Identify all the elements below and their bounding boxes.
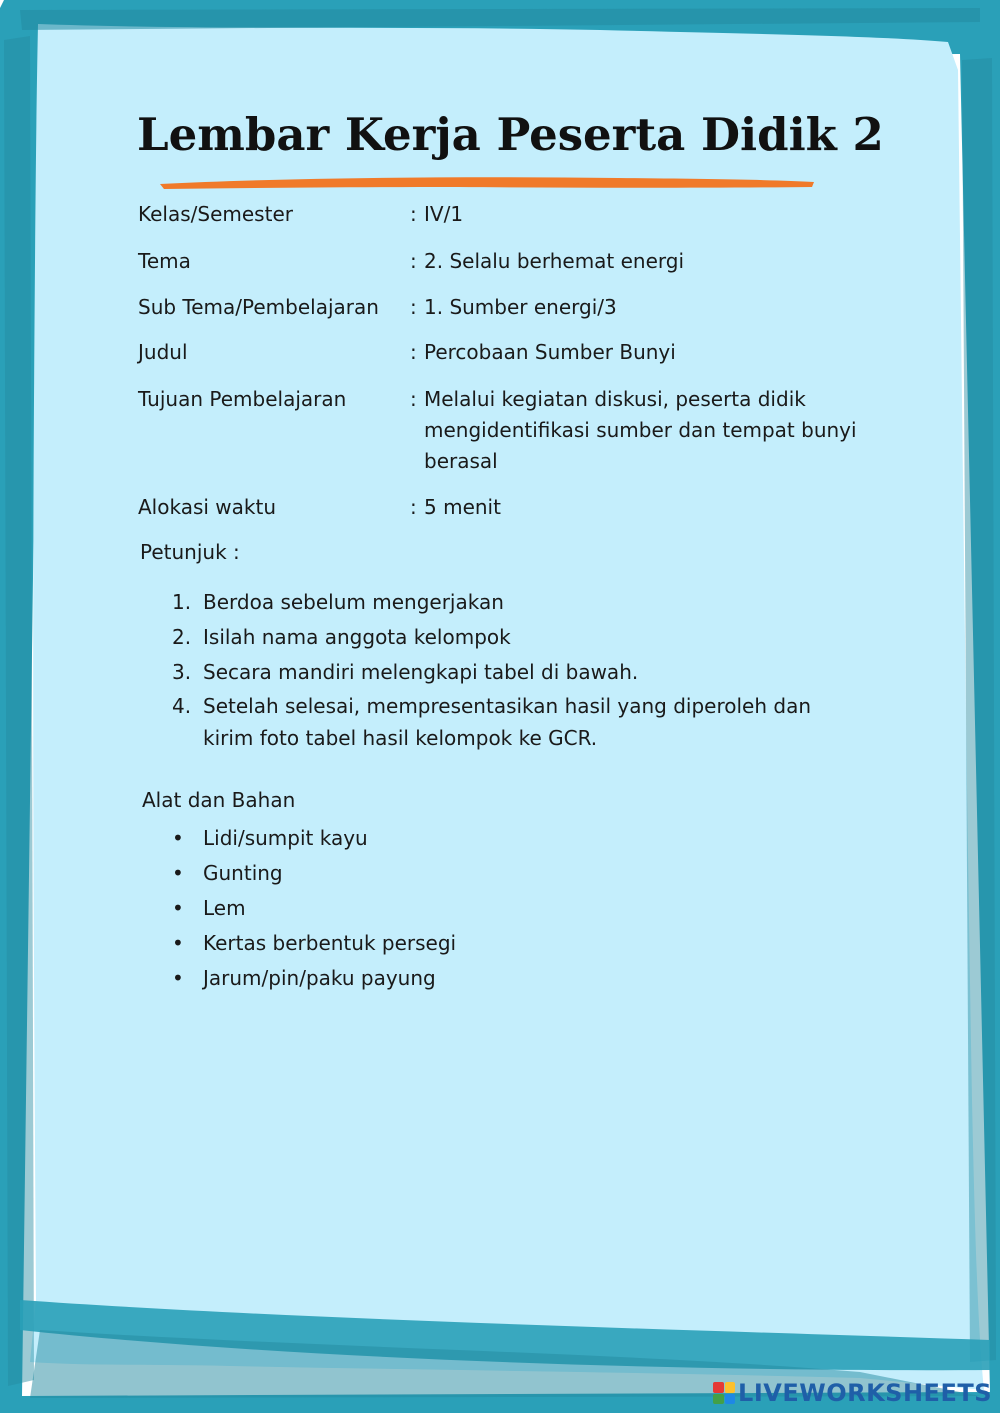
material-text: Jarum/pin/paku payung: [203, 966, 436, 990]
instruction-text: Isilah nama anggota kelompok: [203, 625, 511, 649]
liveworksheets-logo[interactable]: [713, 1377, 992, 1409]
info-colon: :: [410, 249, 417, 273]
info-value: Percobaan Sumber Bunyi: [424, 340, 676, 364]
bullet-icon: •: [172, 861, 184, 885]
bullet-icon: •: [172, 966, 184, 990]
material-text: Lidi/sumpit kayu: [203, 826, 368, 850]
instruction-number: 4.: [172, 694, 192, 718]
info-colon: :: [410, 387, 417, 411]
info-colon: :: [410, 340, 417, 364]
material-text: Lem: [203, 896, 246, 920]
info-value: 2. Selalu berhemat energi: [424, 249, 685, 273]
info-label: Tujuan Pembelajaran: [138, 387, 347, 411]
liveworksheets-logo-text: LIVEWORKSHEETS: [738, 1379, 992, 1407]
instruction-number: 3.: [172, 660, 192, 684]
info-colon: :: [410, 495, 417, 519]
info-colon: :: [410, 202, 417, 226]
info-label: Alokasi waktu: [138, 495, 277, 519]
instruction-text: Setelah selesai, mempresentasikan hasil yang diperoleh dan kirim foto tabel hasil kelompok ke GCR.: [203, 694, 812, 750]
info-value: 1. Sumber energi/3: [424, 295, 617, 319]
bullet-icon: •: [172, 826, 184, 850]
info-label: Sub Tema/Pembelajaran: [138, 295, 379, 319]
bullet-icon: •: [172, 896, 184, 920]
instruction-text: Secara mandiri melengkapi tabel di bawah.: [203, 660, 639, 684]
info-colon: :: [410, 295, 417, 319]
material-text: Gunting: [203, 861, 283, 885]
instructions-heading: Petunjuk :: [140, 540, 240, 564]
info-label: Kelas/Semester: [138, 202, 293, 226]
info-value: Melalui kegiatan diskusi, peserta didik mengidentifikasi sumber dan tempat bunyi berasal: [424, 387, 857, 473]
instruction-number: 2.: [172, 625, 192, 649]
page-title: Lembar Kerja Peserta Didik 2: [137, 108, 884, 161]
info-label: Tema: [138, 249, 191, 273]
liveworksheets-logo-icon: [713, 1382, 735, 1404]
materials-heading: Alat dan Bahan: [142, 788, 296, 812]
title-underline: [158, 174, 818, 192]
info-value: IV/1: [424, 202, 464, 226]
instruction-number: 1.: [172, 590, 192, 614]
info-value: 5 menit: [424, 495, 501, 519]
material-text: Kertas berbentuk persegi: [203, 931, 457, 955]
bullet-icon: •: [172, 931, 184, 955]
info-label: Judul: [138, 340, 188, 364]
instruction-text: Berdoa sebelum mengerjakan: [203, 590, 504, 614]
